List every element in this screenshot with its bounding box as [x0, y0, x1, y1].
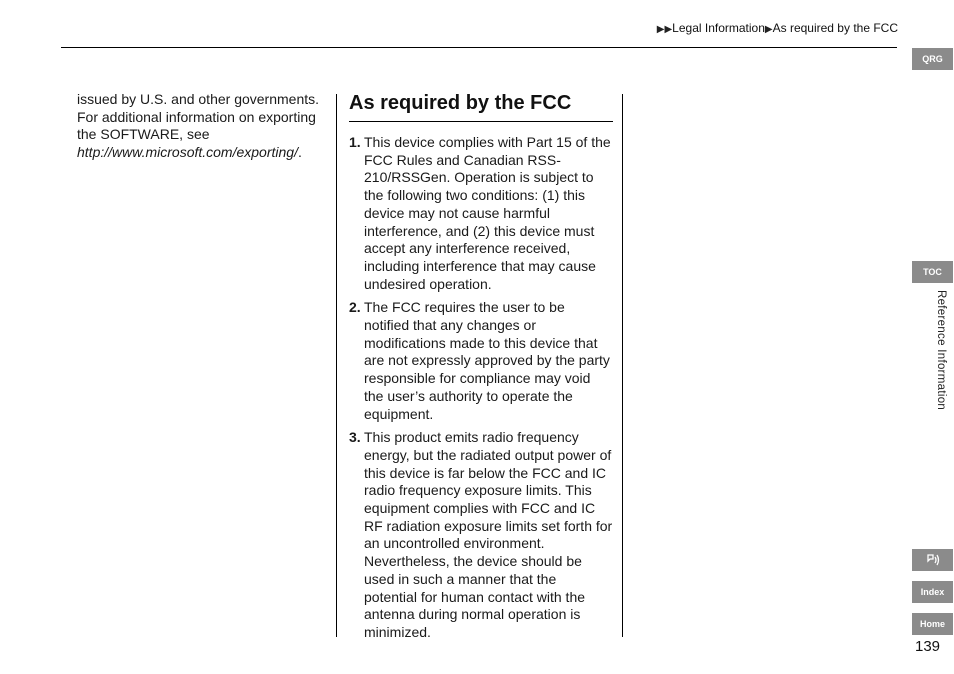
list-item — [349, 299, 613, 423]
column-divider-right — [622, 94, 623, 637]
left-column-text: issued by U.S. and other governments. For additional information on exporting the SOFTWARE, see http://www.microsoft.com/exporting/. — [77, 91, 320, 161]
list-item-number: 3. — [349, 429, 361, 446]
list-item-text: This product emits radio frequency energy, but the radiated output power of this device is far below the FCC and IC radio frequency exposure limits. This equipment complies with FCC and IC RF radiation exposure limits set forth for an uncontrolled environment. Nevertheless, the device should be used in such a manner that the potential for human contact with the antenna during normal operation is minimized. — [364, 429, 613, 640]
page-title: As required by the FCC — [349, 91, 613, 122]
page-number: 139 — [915, 638, 941, 655]
voice-command-icon — [925, 553, 941, 567]
list-item — [349, 134, 613, 293]
header-divider — [61, 47, 897, 48]
left-paragraph: issued by U.S. and other governments. For additional information on exporting the SOFTWARE, see — [77, 91, 320, 143]
list-item-number: 2. — [349, 299, 361, 316]
section-label: Reference Information — [935, 290, 947, 411]
list-item-text: This device complies with Part 15 of the FCC Rules and Canadian RSS-210/RSSGen. Operation is subject to the following two conditions: (1) this device may not cause harmful interference, and (2) this device must accept any interference received, including interference that may cause undesired operation. — [364, 134, 611, 292]
fcc-list — [349, 134, 613, 642]
breadcrumb-section[interactable]: Legal Information — [672, 21, 765, 35]
list-item-number: 1. — [349, 134, 361, 150]
arrow-right-icon: ▶▶ — [656, 24, 673, 35]
column-divider-left — [336, 94, 337, 637]
exporting-link[interactable]: http://www.microsoft.com/exporting/ — [77, 144, 298, 161]
list-item-text: The FCC requires the user to be notified that any changes or modifications made to this device that are not expressly approved by the party responsible for compliance may void the user’s authority to operate the equipment. — [364, 299, 610, 422]
breadcrumb-current: As required by the FCC — [772, 21, 898, 35]
qrg-button[interactable]: QRG — [912, 48, 953, 70]
index-button[interactable]: Index — [912, 581, 953, 603]
toc-button[interactable]: TOC — [912, 261, 953, 283]
list-item — [349, 429, 613, 641]
arrow-right-icon: ▶ — [764, 24, 773, 35]
voice-command-button[interactable] — [912, 549, 953, 571]
breadcrumb — [657, 21, 898, 35]
home-button[interactable]: Home — [912, 613, 953, 635]
main-column — [349, 91, 613, 648]
